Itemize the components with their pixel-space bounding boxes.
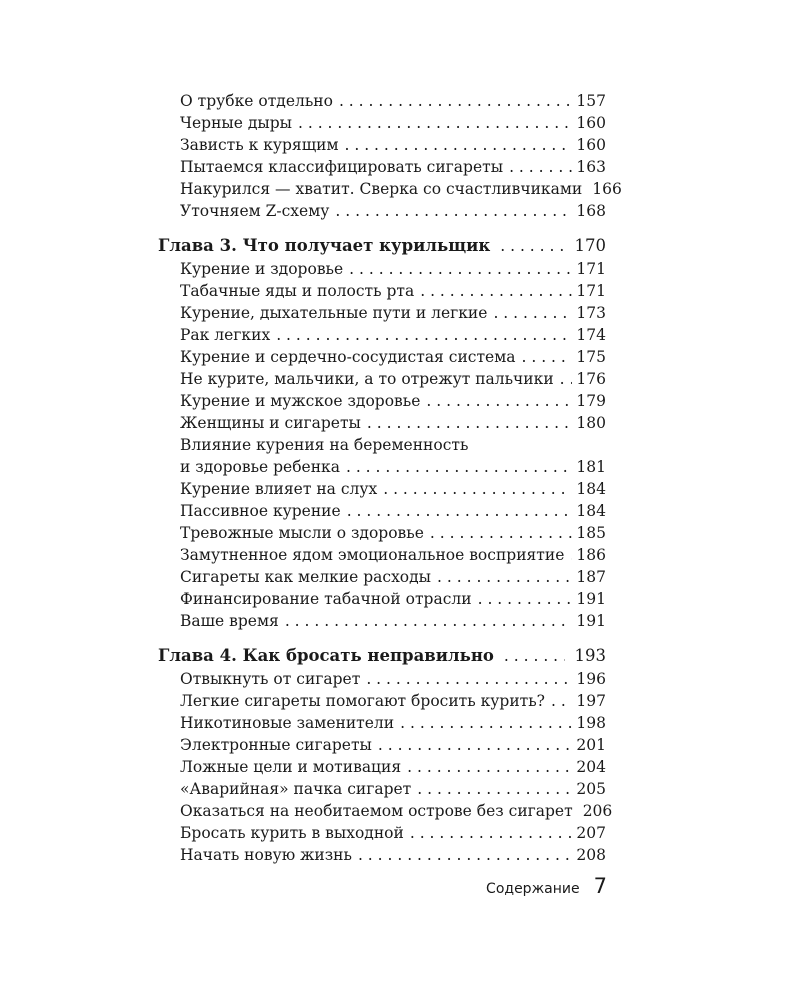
- toc-entry-page-number: 207: [576, 824, 606, 842]
- toc-entry[interactable]: [158, 844, 606, 866]
- dot-leader: [522, 346, 573, 368]
- running-footer-label: Содержание: [486, 881, 580, 897]
- toc-entry[interactable]: [158, 302, 606, 324]
- toc-entry-title: Табачные яды и полость рта: [180, 282, 415, 300]
- toc-entry[interactable]: [158, 778, 606, 800]
- toc-entry-page-number: 180: [576, 414, 606, 432]
- toc-entry-title: Бросать курить в выходной: [180, 824, 404, 842]
- dot-leader: [366, 668, 572, 690]
- toc-entry-page-number: 160: [576, 136, 606, 154]
- toc-entry-title: Финансирование табачной отрасли: [180, 590, 472, 608]
- toc-entry-page-number: 204: [576, 758, 606, 776]
- toc-entry[interactable]: [158, 280, 606, 302]
- toc-entry-page-number: 179: [576, 392, 606, 410]
- toc-entry-title: Ваше время: [180, 612, 279, 630]
- toc-section-b2: [158, 478, 606, 632]
- toc-entry-page-number: 181: [576, 458, 606, 476]
- toc-entry[interactable]: [158, 390, 606, 412]
- dot-leader: [358, 844, 572, 866]
- toc-entry-title: и здоровье ребенка: [180, 458, 340, 476]
- dot-leader: [410, 822, 573, 844]
- toc-entry-page-number: 186: [576, 546, 606, 564]
- toc-entry-title: Начать новую жизнь: [180, 846, 352, 864]
- toc-entry[interactable]: [158, 544, 606, 566]
- toc-entry[interactable]: [158, 566, 606, 588]
- dot-leader: [378, 734, 573, 756]
- dot-leader: [551, 690, 572, 712]
- toc-entry-page-number: 166: [592, 180, 622, 198]
- dot-leader: [560, 368, 573, 390]
- dot-leader: [570, 544, 572, 566]
- toc-entry[interactable]: [158, 610, 606, 632]
- toc-entry-title: Оказаться на необитаемом острове без сигарет: [180, 802, 573, 820]
- toc-entry-title: Накурился — хватит. Сверка со счастливчиками: [180, 180, 583, 198]
- toc-entry-page-number: 176: [576, 370, 606, 388]
- toc-entry-page-number: 157: [576, 92, 606, 110]
- dot-leader: [349, 258, 572, 280]
- toc-entry-title: Черные дыры: [180, 114, 292, 132]
- dot-leader: [417, 778, 572, 800]
- toc-entry[interactable]: [158, 90, 606, 112]
- toc-entry[interactable]: [158, 258, 606, 280]
- dot-leader: [420, 280, 572, 302]
- toc-entry[interactable]: [158, 112, 606, 134]
- toc-entry-page-number: 201: [576, 736, 606, 754]
- dot-leader: [400, 712, 572, 734]
- toc-entry[interactable]: [158, 156, 606, 178]
- dot-leader: [493, 302, 572, 324]
- toc-entry-title: Уточняем Z-схему: [180, 202, 330, 220]
- chapter-heading[interactable]: [158, 234, 606, 258]
- toc-entry-page-number: 168: [576, 202, 606, 220]
- toc-entry-title: «Аварийная» пачка сигарет: [180, 780, 412, 798]
- chapter-heading[interactable]: [158, 644, 606, 668]
- dot-leader: [504, 644, 565, 668]
- dot-leader: [335, 200, 572, 222]
- toc-entry-title: Курение и сердечно-сосудистая система: [180, 348, 516, 366]
- toc-entry[interactable]: [158, 478, 606, 500]
- toc-entry-page-number: 163: [576, 158, 606, 176]
- toc-entry-page-number: 184: [576, 480, 606, 498]
- dot-leader: [346, 456, 572, 478]
- toc-entry-title: Влияние курения на беременность: [180, 436, 469, 454]
- toc-entry-title: Не курите, мальчики, а то отрежут пальчики: [180, 370, 554, 388]
- toc-entry[interactable]: [158, 412, 606, 434]
- dot-leader: [345, 134, 573, 156]
- toc-entry-page-number: 198: [576, 714, 606, 732]
- toc-entry-page-number: 184: [576, 502, 606, 520]
- dot-leader: [367, 412, 573, 434]
- toc-entry-title: Пассивное курение: [180, 502, 341, 520]
- toc-entry-title: Электронные сигареты: [180, 736, 372, 754]
- toc-entry[interactable]: [158, 734, 606, 756]
- toc-entry-page-number: 191: [576, 590, 606, 608]
- toc-entry-title: Ложные цели и мотивация: [180, 758, 402, 776]
- toc-entry-page-number: 205: [576, 780, 606, 798]
- chapter-page-number: 170: [574, 236, 606, 255]
- dot-leader: [276, 324, 572, 346]
- toc-entry-line: [158, 456, 606, 478]
- toc-entry-page-number: 206: [582, 802, 613, 820]
- toc-entry-title: Курение влияет на слух: [180, 480, 378, 498]
- toc-entry-title: Сигареты как мелкие расходы: [180, 568, 432, 586]
- toc-entry-title: Женщины и сигареты: [180, 414, 361, 432]
- toc-entry[interactable]: [158, 200, 606, 222]
- toc-entry-title: Курение и мужское здоровье: [180, 392, 421, 410]
- chapter-title: Глава 4. Как бросать неправильно: [158, 646, 494, 665]
- toc-entry[interactable]: [158, 668, 606, 690]
- toc-entry[interactable]: [158, 822, 606, 844]
- dot-leader: [437, 566, 572, 588]
- toc-entry[interactable]: [158, 346, 606, 368]
- toc-entry-page-number: 187: [576, 568, 606, 586]
- toc-entry[interactable]: [158, 134, 606, 156]
- dot-leader: [339, 90, 572, 112]
- dot-leader: [426, 390, 572, 412]
- dot-leader: [298, 112, 572, 134]
- table-of-contents: [158, 90, 622, 866]
- toc-entry-page-number: 185: [576, 524, 606, 542]
- toc-entry-page-number: 197: [576, 692, 606, 710]
- toc-entry[interactable]: [158, 588, 606, 610]
- chapter-page-number: 193: [574, 646, 606, 665]
- toc-section-b1: [158, 258, 606, 434]
- toc-entry-title: Никотиновые заменители: [180, 714, 395, 732]
- chapter-title: Глава 3. Что получает курильщик: [158, 236, 491, 255]
- dot-leader: [407, 756, 572, 778]
- toc-entry-title: О трубке отдельно: [180, 92, 333, 110]
- toc-section-c: [158, 668, 613, 866]
- toc-entry-page-number: 173: [576, 304, 606, 322]
- toc-entry-title: Курение и здоровье: [180, 260, 344, 278]
- dot-leader: [478, 588, 573, 610]
- toc-entry[interactable]: [158, 368, 606, 390]
- toc-entry[interactable]: [158, 800, 613, 822]
- toc-entry-page-number: 196: [576, 670, 606, 688]
- toc-entry[interactable]: [158, 178, 622, 200]
- toc-entry-page-number: 160: [576, 114, 606, 132]
- dot-leader: [500, 234, 564, 258]
- dot-leader: [509, 156, 572, 178]
- toc-entry[interactable]: [158, 756, 606, 778]
- page-number: 7: [593, 874, 607, 898]
- toc-entry[interactable]: [158, 712, 606, 734]
- toc-entry-page-number: 175: [576, 348, 606, 366]
- toc-entry-title: Замутненное ядом эмоциональное восприятие: [180, 546, 565, 564]
- toc-entry-page-number: 191: [576, 612, 606, 630]
- toc-entry-title: Зависть к курящим: [180, 136, 339, 154]
- toc-entry-line: [158, 434, 606, 456]
- toc-entry-title: Отвыкнуть от сигарет: [180, 670, 361, 688]
- dot-leader: [383, 478, 572, 500]
- dot-leader: [347, 500, 573, 522]
- toc-entry-page-number: 171: [576, 260, 606, 278]
- toc-entry-page-number: 208: [576, 846, 606, 864]
- dot-leader: [285, 610, 573, 632]
- toc-entry-title: Легкие сигареты помогают бросить курить?: [180, 692, 545, 710]
- toc-entry-multiline[interactable]: [158, 434, 606, 478]
- toc-entry-page-number: 171: [576, 282, 606, 300]
- dot-leader: [430, 522, 573, 544]
- toc-entry-title: Тревожные мысли о здоровье: [180, 524, 424, 542]
- toc-entry-page-number: 174: [576, 326, 606, 344]
- toc-entry[interactable]: [158, 690, 606, 712]
- toc-entry[interactable]: [158, 324, 606, 346]
- page-footer: [487, 874, 607, 898]
- toc-entry-title: Рак легких: [180, 326, 271, 344]
- toc-entry-title: Пытаемся классифицировать сигареты: [180, 158, 504, 176]
- toc-entry[interactable]: [158, 522, 606, 544]
- toc-entry-title: Курение, дыхательные пути и легкие: [180, 304, 488, 322]
- toc-section-a: [158, 90, 622, 222]
- toc-entry[interactable]: [158, 500, 606, 522]
